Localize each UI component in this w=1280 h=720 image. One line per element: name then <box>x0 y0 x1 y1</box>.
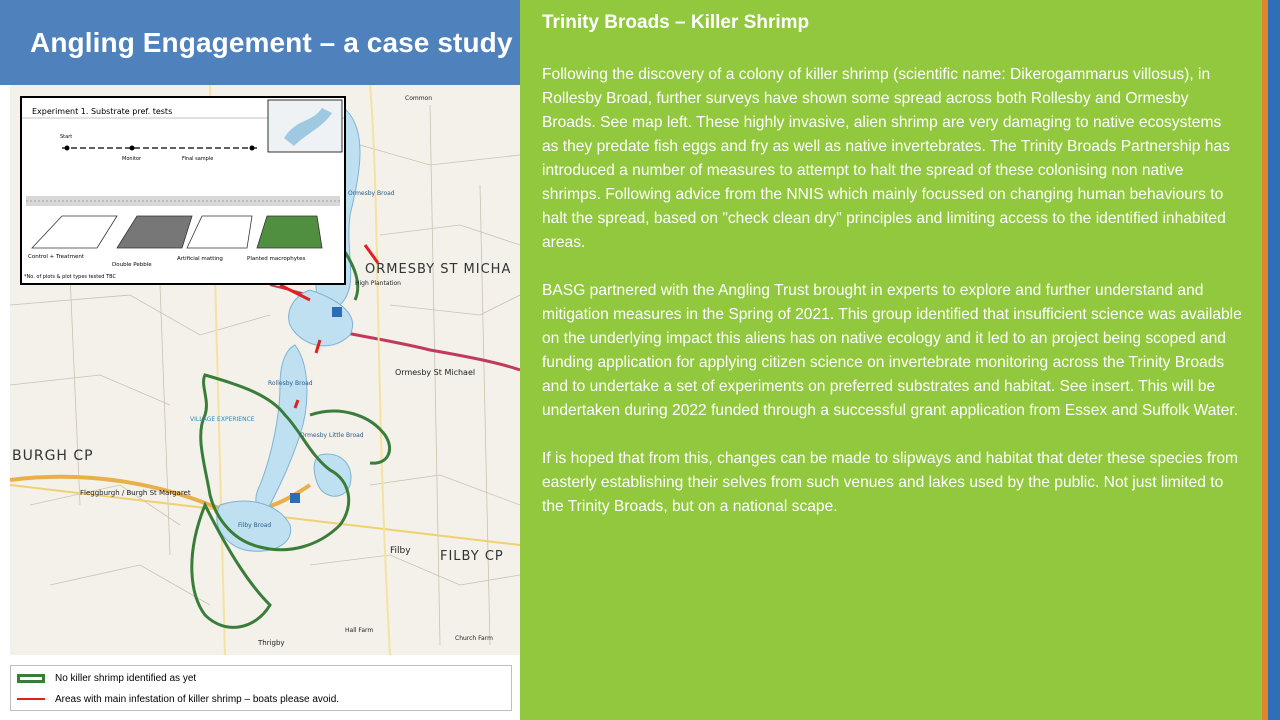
slide-title: Angling Engagement – a case study <box>30 26 513 58</box>
panel-paragraph-2: BASG partnered with the Angling Trust brought in experts to explore and further understand and mitigation measures in the Spring of 2021. This group identified that insufficient science was available on the underlying impact this aliens has on native ecology and it led to an project being scoped and funding application for applying citizen science on invertebrate monitoring across the Trinity Broads and to undertake a set of experiments on preferred substrates and habitat. See insert. This will be undertaken during 2022 funded through a successful grant application from Essex and Suffolk Water. <box>542 282 1242 419</box>
map-label-common: Common <box>405 95 433 102</box>
map-label-church-farm: Church Farm <box>455 635 493 642</box>
insert-timeline-start: Start <box>60 134 73 140</box>
map-label-ormesby-village: Ormesby St Michael <box>395 368 476 377</box>
map-label-ormesby: ORMESBY ST MICHA <box>365 262 512 277</box>
legend-row-infestation <box>11 690 339 708</box>
insert-timeline-monitor: Monitor <box>122 156 142 162</box>
panel-paragraph-3: If is hoped that from this, changes can be made to slipways and habitat that deter these species from easterly establishing their selves from such venues and lakes used by the public. Not just limited to the Trinity Broads, but on a national scape. <box>542 450 1239 515</box>
map-label-ormesby-broad: Ormesby Broad <box>348 190 395 197</box>
panel-body <box>542 63 1242 543</box>
map-label-burgh: BURGH CP <box>12 448 94 464</box>
legend-red-label: Areas with main infestation of killer shrimp – boats please avoid. <box>55 693 340 705</box>
edge-accent-blue <box>1268 0 1280 720</box>
map-label-ormesby-little: Ormesby Little Broad <box>300 432 364 439</box>
legend-red-swatch <box>17 698 45 700</box>
insert-note: *No. of plots & plot types tested TBC <box>24 274 116 280</box>
map-label-burgh-margaret: Fleggburgh / Burgh St Margaret <box>80 489 191 497</box>
map-label-thrigby: Thrigby <box>258 639 285 647</box>
map-label-village-experience: VILLAGE EXPERIENCE <box>190 416 255 423</box>
legend-green-swatch <box>17 674 45 683</box>
insert-label-control: Control + Treatment <box>28 254 84 260</box>
title-bar <box>0 0 520 85</box>
text-panel <box>520 0 1262 720</box>
insert-title: Experiment 1. Substrate pref. tests <box>32 107 173 116</box>
panel-heading: Trinity Broads – Killer Shrimp <box>542 12 810 33</box>
map-label-high-plantation: High Plantation <box>355 280 401 287</box>
map-label-filby-cp: FILBY CP <box>440 549 504 564</box>
panel-paragraph-1: Following the discovery of a colony of killer shrimp (scientific name: Dikerogammarus villosus), in Rollesby Broad, further surveys have shown some spread across both Rollesby and Ormesby Broads. See map left. These highly invasive, alien shrimp are very damaging to native ecosystems as they predate fish eggs and fry as well as native invertebrates. The Trinity Broads Partnership has introduced a number of measures to attempt to halt the spread of these colonising non native shrimps. Following advice from the NNIS which mainly focussed on changing human behaviours to halt the spread, based on "check clean dry" principles and limiting access to the identified inhabited areas. <box>542 66 1230 251</box>
insert-label-planted: Planted macrophytes <box>247 256 306 262</box>
legend-row-no-shrimp <box>11 669 196 687</box>
insert-diagram <box>22 98 344 283</box>
map-label-rollesby-broad: Rollesby Broad <box>268 380 313 387</box>
map-legend <box>10 665 512 711</box>
experiment-insert <box>20 96 346 285</box>
insert-label-artificial: Artificial matting <box>177 256 223 262</box>
map-label-filby: Filby <box>390 546 411 556</box>
map-label-filby-broad: Filby Broad <box>238 522 272 529</box>
insert-label-double-pebble: Double Pebble <box>112 262 152 268</box>
map-label-hall-farm: Hall Farm <box>345 627 374 634</box>
legend-green-label: No killer shrimp identified as yet <box>55 672 197 684</box>
insert-timeline-final: Final sample <box>182 156 214 162</box>
